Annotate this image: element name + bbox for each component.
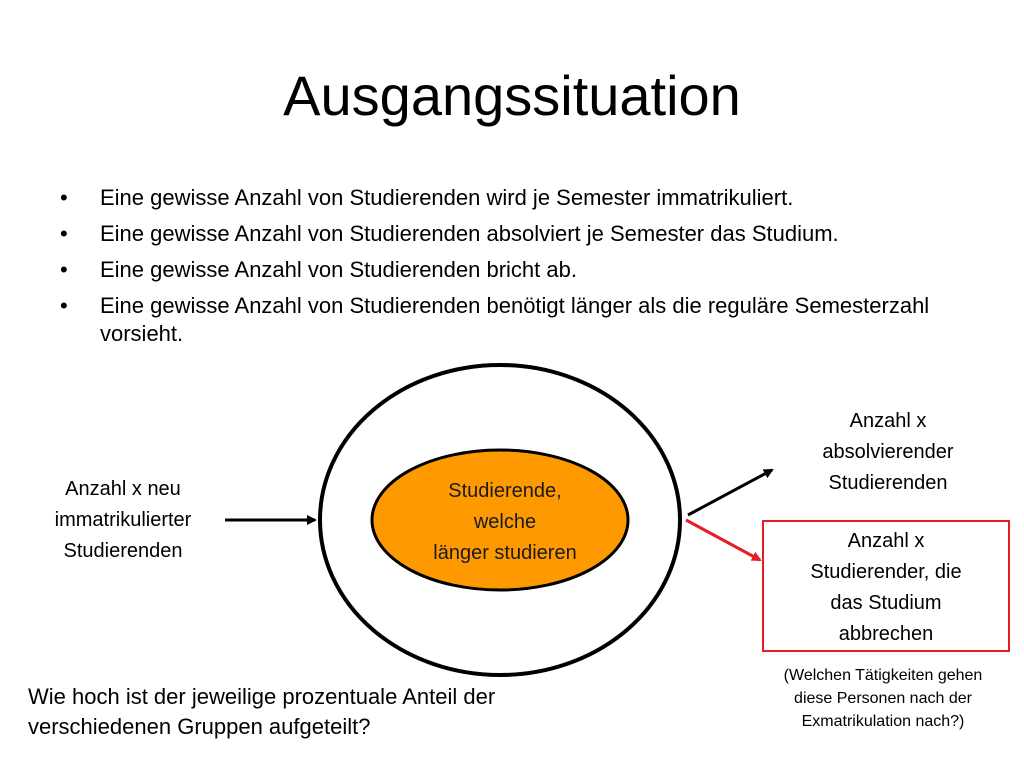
input-label-line: Studierenden [63, 540, 183, 562]
graduates-label-line: Studierenden [828, 472, 948, 494]
note-line: diese Personen nach der [794, 690, 972, 707]
inner-label-line: Studierende, [448, 480, 562, 502]
bullet-item: • Eine gewisse Anzahl von Studierenden absolviert je Semester das Studium. [54, 220, 984, 248]
graduates-label-line: Anzahl x [849, 410, 927, 432]
dropouts-label-line: Studierender, die [810, 561, 962, 583]
question-line: verschiedenen Gruppen aufgeteilt? [28, 714, 371, 739]
input-label-line: immatrikulierter [54, 509, 192, 531]
graduates-arrow [688, 470, 772, 515]
graduates-label-line: absolvierender [822, 441, 954, 463]
note-line: (Welchen Tätigkeiten gehen [783, 667, 983, 684]
inner-label-line: länger studieren [433, 542, 577, 564]
bullet-item: • Eine gewisse Anzahl von Studierenden benötigt länger als die reguläre Semesterzahl vorsieht. [54, 292, 984, 348]
dropouts-label-line: abbrechen [838, 623, 934, 645]
bullet-item: • Eine gewisse Anzahl von Studierenden bricht ab. [54, 256, 984, 284]
inner-circle-label [380, 476, 630, 569]
dropouts-label-line: das Studium [830, 592, 942, 614]
question-text [28, 682, 628, 742]
input-label-line: Anzahl x neu [65, 478, 181, 500]
dropouts-label-line: Anzahl x [847, 530, 925, 552]
dropouts-note [742, 664, 1024, 733]
graduates-label [778, 406, 998, 499]
dropouts-arrow [686, 520, 760, 560]
inner-label-line: welche [473, 511, 537, 533]
bullet-item: • Eine gewisse Anzahl von Studierenden wird je Semester immatrikuliert. [54, 184, 984, 212]
input-label [18, 474, 228, 567]
note-line: Exmatrikulation nach?) [801, 713, 965, 730]
question-line: Wie hoch ist der jeweilige prozentuale Anteil der [28, 684, 496, 709]
dropouts-label [762, 526, 1010, 650]
slide-title: Ausgangssituation [283, 64, 741, 127]
